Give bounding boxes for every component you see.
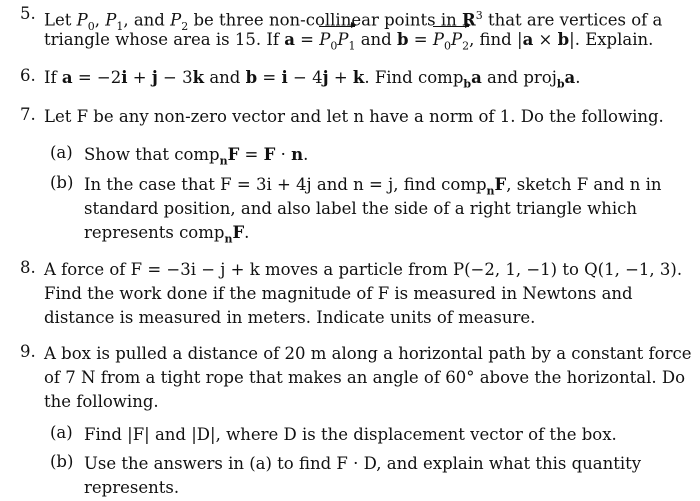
subpart-label: (a) <box>50 423 73 442</box>
problem-9a-text: Find |F| and |D|, where D is the displacement vector of the box. <box>84 425 617 444</box>
subpart-label: (b) <box>50 173 74 192</box>
problem-number: 7. <box>20 105 36 124</box>
subpart-label: (a) <box>50 143 73 162</box>
problem-9b-text: Use the answers in (a) to find F · D, and explain what this quantity represents. <box>84 454 642 497</box>
problem-6-text: If a = −2i + j − 3k and b = i − 4j + k. Find comp$_b$a and proj$_b$a. <box>44 68 581 91</box>
problem-number: 8. <box>20 258 36 277</box>
subpart-label: (b) <box>50 452 74 471</box>
problem-number: 9. <box>20 342 36 361</box>
problem-number: 6. <box>20 66 36 85</box>
problem-7b-text: In the case that F = 3i + 4j and n = j, find comp$_n$F, sketch F and n in standard position, and also label the side of a right triangle which represents comp$_n$F. <box>84 175 662 246</box>
problem-8-text: A force of F = −3i − j + k moves a particle from P(−2, 1, −1) to Q(1, −1, 3). Find the work done if the magnitude of F is measured in Newtons and distance is measured in meters. Indicate units of measure. <box>44 260 683 327</box>
problem-7a-text: Show that comp$_n$F = F · n. <box>84 145 309 168</box>
problem-9-text: A box is pulled a distance of 20 m along a horizontal path by a constant force of 7 N from a tight rope that makes an angle of 60° above the horizontal. Do the following. <box>44 344 692 411</box>
problem-number: 5. <box>20 4 36 23</box>
problem-7-text: Let F be any non-zero vector and let n have a norm of 1. Do the following. <box>44 107 664 126</box>
problem-5-text: Let $P_0$, $P_1$, and $P_2$ be three non-collinear points in $R^3$ that are vertices of a triangle whose area is 15. If $a = P_0P_1$ and $b = P_0P_2$, find |a × b|. Explain. <box>44 4 680 52</box>
